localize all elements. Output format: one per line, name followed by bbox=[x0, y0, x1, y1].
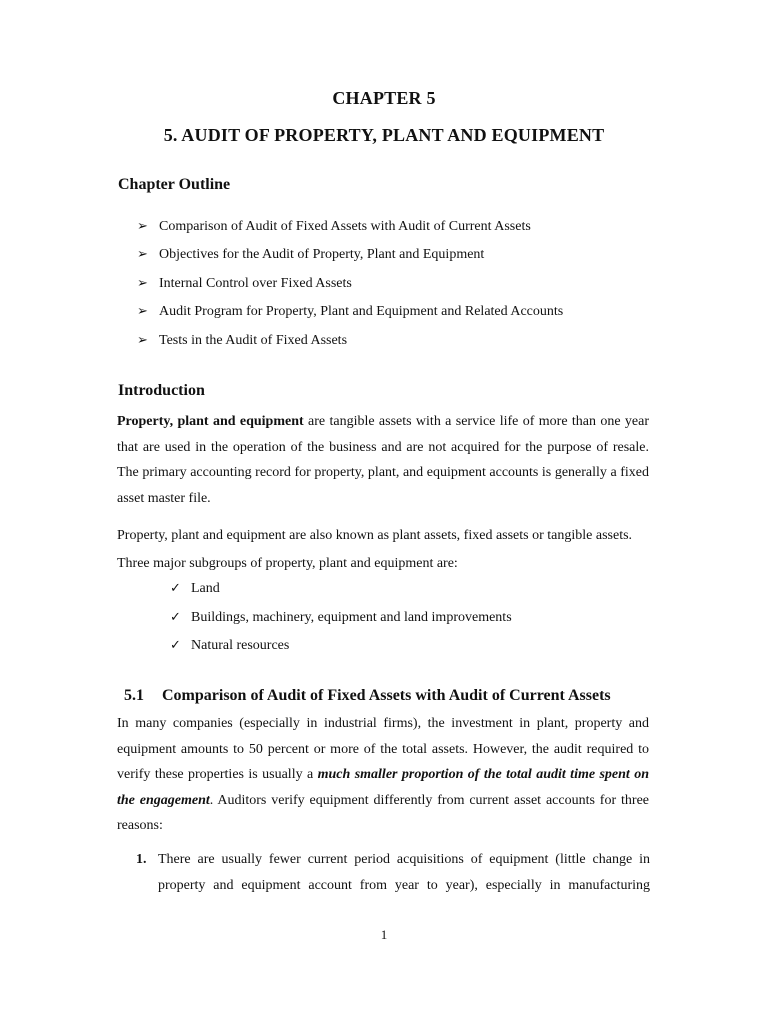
chapter-label: CHAPTER 5 bbox=[332, 88, 436, 108]
reason-number: 1. bbox=[136, 852, 147, 867]
introduction-heading: Introduction bbox=[118, 382, 205, 399]
numbered-reason-1 bbox=[136, 847, 650, 898]
section-number: 5.1 bbox=[124, 687, 144, 704]
outline-item bbox=[137, 302, 563, 330]
subgroup-item bbox=[170, 636, 512, 665]
page-number: 1 bbox=[380, 927, 388, 942]
outline-item-text: Tests in the Audit of Fixed Assets bbox=[159, 332, 348, 348]
arrow-bullet-icon: ➢ bbox=[137, 275, 148, 291]
paragraph-text: . Auditors verify equipment differently from current asset accounts for three reasons: bbox=[117, 792, 649, 833]
outline-item bbox=[137, 245, 563, 273]
section-5-1-heading bbox=[124, 687, 611, 705]
section-5-1-paragraph bbox=[117, 711, 649, 839]
subgroup-item-text: Land bbox=[191, 581, 220, 596]
checkmark-icon: ✓ bbox=[170, 581, 181, 596]
paragraph-text: In many companies (especially in industrial firms), the investment in plant, property and equipment amounts to 50 percent or more of the total assets. However, the audit required to verify these properties is usually a bbox=[117, 716, 649, 782]
arrow-bullet-icon: ➢ bbox=[137, 247, 148, 263]
arrow-bullet-icon: ➢ bbox=[137, 304, 148, 320]
subgroup-item bbox=[170, 608, 512, 637]
chapter-title: 5. AUDIT OF PROPERTY, PLANT AND EQUIPMENT bbox=[163, 125, 605, 145]
outline-item-text: Comparison of Audit of Fixed Assets with Audit of Current Assets bbox=[159, 219, 531, 234]
reason-text: There are usually fewer current period acquisitions of equipment (little change in property and equipment account from year to year), especially in manufacturing bbox=[158, 852, 650, 893]
defined-term: Property, plant and equipment bbox=[117, 414, 304, 429]
outline-item bbox=[137, 217, 563, 245]
subgroup-item-text: Buildings, machinery, equipment and land improvements bbox=[191, 609, 512, 625]
outline-item-text: Internal Control over Fixed Assets bbox=[159, 275, 352, 291]
chapter-outline-list bbox=[137, 217, 563, 359]
subgroup-list bbox=[170, 579, 512, 665]
outline-item bbox=[137, 274, 563, 302]
introduction-paragraph-1 bbox=[117, 409, 649, 511]
arrow-bullet-icon: ➢ bbox=[137, 219, 148, 234]
emphasized-text: much smaller proportion of the total audit time spent on the engagement bbox=[117, 767, 650, 808]
outline-item-text: Objectives for the Audit of Property, Plant and Equipment bbox=[159, 247, 485, 263]
subgroup-item-text: Natural resources bbox=[191, 638, 290, 653]
checkmark-icon: ✓ bbox=[170, 638, 181, 653]
outline-item bbox=[137, 331, 563, 359]
arrow-bullet-icon: ➢ bbox=[137, 332, 148, 348]
paragraph-text: are tangible assets with a service life of more than one year that are used in the operation of the business and are not acquired for the purpose of resale. The primary accounting record for property, plant, and equipment accounts is generally a fixed asset master file. bbox=[117, 414, 649, 506]
chapter-outline-heading: Chapter Outline bbox=[118, 176, 231, 193]
introduction-paragraph-2: Property, plant and equipment are also known as plant assets, fixed assets or tangible assets. Three major subgroups of property, plant and equipment are: bbox=[117, 528, 633, 571]
subgroup-item bbox=[170, 579, 512, 608]
section-title: Comparison of Audit of Fixed Assets with Audit of Current Assets bbox=[162, 687, 611, 704]
checkmark-icon: ✓ bbox=[170, 609, 181, 625]
outline-item-text: Audit Program for Property, Plant and Equipment and Related Accounts bbox=[159, 304, 564, 320]
